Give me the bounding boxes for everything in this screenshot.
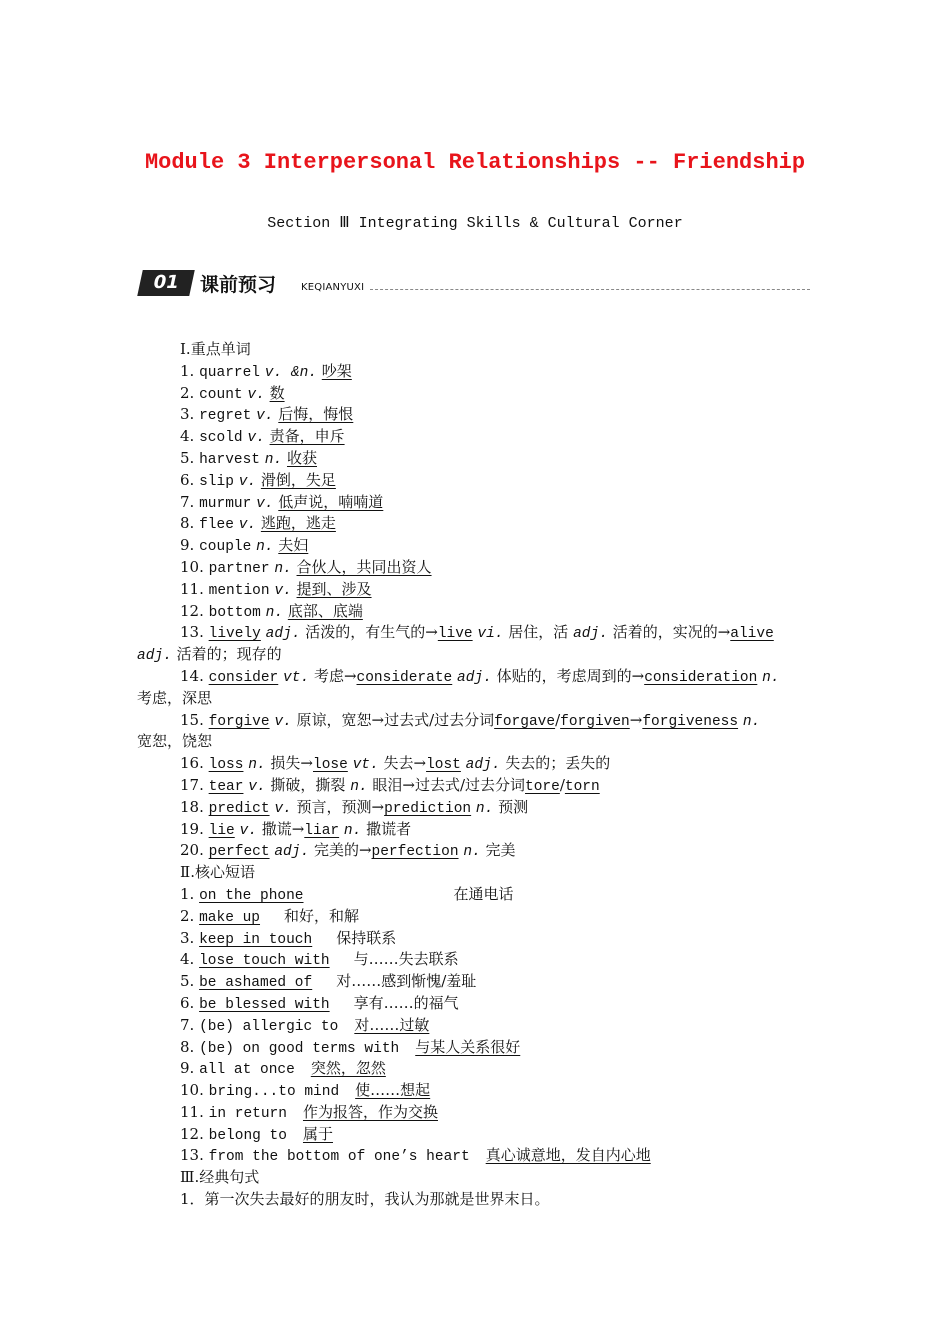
phrase-item (137, 906, 812, 928)
phrase-item (137, 993, 812, 1015)
phrase-given: belong to (208, 1127, 287, 1144)
word-item: 16. loss n. 损失→lose vt. 失去→lost adj. 失去的；丢失的 (180, 754, 611, 774)
item-number: 11. (180, 579, 204, 598)
phrase-given: (be) on good terms with (199, 1040, 400, 1057)
item-number: 9. (180, 536, 195, 555)
phrase-given: from the bottom of one’s heart (208, 1149, 470, 1166)
item-answer: 逃跑，逃走 (260, 514, 336, 533)
item-word: slip (199, 473, 234, 490)
item-word: harvest (199, 451, 261, 468)
item-pos: v. (274, 582, 292, 599)
phrase-answer: 使……想起 (355, 1081, 431, 1100)
word-item (137, 492, 812, 514)
phrase-answer: 作为报答，作为交换 (302, 1102, 438, 1121)
item-number: 12. (180, 601, 204, 620)
item-answer: 后悔，悔恨 (278, 405, 354, 424)
item-number: 11. (180, 1102, 204, 1121)
phrase-item (137, 1037, 812, 1059)
item-pos: n. (265, 604, 284, 621)
word-item: 18. predict v. 预言，预测→prediction n. 预测 (180, 797, 529, 817)
word-item (137, 361, 812, 383)
word-item (137, 383, 812, 405)
phrase-given: all at once (199, 1062, 295, 1079)
word-item: 17. tear v. 撕破，撕裂 n. 眼泪→过去式/过去分词tore/torn (180, 775, 600, 795)
item-pos: n. (274, 560, 292, 577)
item-answer: 滑倒，失足 (260, 470, 336, 489)
item-pos: v. (238, 517, 257, 534)
item-number: 8. (180, 514, 195, 533)
phrase-answer: be blessed with (199, 996, 330, 1013)
phrase-answer: lose touch with (199, 953, 330, 970)
phrase-meaning: 对……感到惭愧/羞耻 (336, 972, 477, 991)
phrase-meaning: 和好，和解 (284, 906, 360, 925)
phrase-answer: be ashamed of (199, 975, 313, 992)
item-number: 8. (180, 1037, 195, 1056)
item-number: 12. (180, 1124, 204, 1143)
section-banner (138, 268, 810, 300)
item-pos: n. (264, 451, 283, 468)
phrase-item (137, 928, 812, 950)
word-item: 14. consider vt. 考虑→considerate adj. 体贴的，考虑周到的→consideration n. (180, 666, 780, 686)
worksheet-body (137, 339, 812, 1211)
banner-badge: 01 (137, 270, 195, 296)
section-subtitle: Section Ⅲ Integrating Skills & Cultural Corner (267, 215, 683, 232)
section-heading-phrases: Ⅱ.核心短语 (180, 863, 255, 882)
section-heading-words: Ⅰ.重点单词 (180, 340, 251, 358)
item-answer: 低声说，喃喃道 (278, 492, 384, 511)
sentence-item: 1．第一次失去最好的朋友时，我认为那就是世界末日。 (180, 1190, 550, 1209)
item-number: 2. (180, 383, 195, 402)
item-number: 3. (180, 405, 195, 424)
item-number: 3. (180, 928, 195, 947)
item-pos: v. (247, 386, 265, 403)
item-number: 7. (180, 1015, 195, 1034)
item-number: 1. (180, 884, 195, 903)
phrase-item (137, 971, 812, 993)
item-number: 2. (180, 906, 195, 925)
item-pos: v. &n. (264, 364, 318, 381)
phrase-answer: 与某人关系很好 (415, 1037, 521, 1056)
item-number: 10. (180, 1081, 204, 1100)
phrase-given: in return (208, 1105, 287, 1122)
phrase-meaning: 保持联系 (336, 928, 397, 947)
word-item (137, 535, 812, 557)
word-item (137, 448, 812, 470)
phrase-item (137, 1080, 812, 1102)
item-answer: 数 (269, 383, 285, 402)
phrase-answer: on the phone (199, 887, 304, 904)
item-word: quarrel (199, 364, 261, 381)
phrase-answer: 属于 (302, 1124, 333, 1143)
item-word: bottom (208, 604, 261, 621)
item-number: 9. (180, 1059, 195, 1078)
phrase-item (137, 1102, 812, 1124)
banner-title: 课前预习 (200, 274, 277, 296)
word-item (137, 426, 812, 448)
item-number: 1. (180, 361, 195, 380)
phrase-item (137, 884, 812, 906)
item-word: regret (199, 408, 252, 425)
word-item (137, 557, 812, 579)
word-item (137, 470, 812, 492)
banner-divider (370, 289, 810, 290)
item-number: 7. (180, 492, 195, 511)
banner-pinyin: KEQIANYUXI (301, 282, 365, 293)
document-title: Module 3 Interpersonal Relationships -- Friendship (144, 150, 806, 175)
item-pos: v. (238, 473, 257, 490)
word-item: 13. lively adj. 活泼的，有生气的→live vi. 居住，活 adj. 活着的，实况的→alive (180, 623, 774, 643)
word-item-cont: 宽恕，饶恕 (137, 732, 213, 751)
word-item (137, 404, 812, 426)
word-item-cont: adj. 活着的；现存的 (137, 645, 282, 665)
word-item: 20. perfect adj. 完美的→perfection n. 完美 (180, 841, 516, 861)
item-answer: 合伙人，共同出资人 (296, 557, 432, 576)
item-word: murmur (199, 495, 252, 512)
phrase-answer: 对……过敏 (354, 1015, 430, 1034)
item-answer: 吵架 (321, 361, 352, 380)
item-word: flee (199, 517, 234, 534)
phrase-meaning: 与……失去联系 (353, 950, 459, 969)
item-word: mention (208, 582, 270, 599)
item-answer: 收获 (286, 448, 317, 467)
phrase-answer: 突然，忽然 (310, 1059, 386, 1078)
word-item: 19. lie v. 撒谎→liar n. 撒谎者 (180, 819, 412, 839)
item-number: 6. (180, 470, 195, 489)
phrase-given: bring...to mind (208, 1084, 340, 1101)
item-number: 6. (180, 993, 195, 1012)
phrase-given: (be) allergic to (199, 1018, 339, 1035)
item-number: 5. (180, 448, 195, 467)
item-answer: 底部、底端 (287, 601, 363, 620)
item-number: 5. (180, 972, 195, 991)
phrase-item (137, 1124, 812, 1146)
phrase-answer: keep in touch (199, 931, 313, 948)
item-number: 4. (180, 427, 195, 446)
item-answer: 夫妇 (278, 536, 309, 555)
phrase-item (137, 1145, 812, 1167)
item-pos: v. (256, 495, 274, 512)
item-word: scold (199, 430, 243, 447)
item-word: count (199, 386, 243, 403)
item-pos: n. (256, 539, 274, 556)
phrase-meaning: 在通电话 (453, 884, 514, 903)
item-answer: 责备，申斥 (269, 427, 345, 446)
word-item (137, 579, 812, 601)
word-item: 15. forgive v. 原谅，宽恕→过去式/过去分词forgave/forgiven→forgiveness n. (180, 710, 761, 730)
phrase-item (137, 949, 812, 971)
word-item (137, 601, 812, 623)
word-item (137, 513, 812, 535)
phrase-item (137, 1015, 812, 1037)
item-word: couple (199, 539, 252, 556)
item-word: partner (208, 560, 270, 577)
phrase-item (137, 1058, 812, 1080)
item-answer: 提到、涉及 (296, 579, 372, 598)
phrase-answer: make up (199, 909, 261, 926)
item-number: 10. (180, 557, 204, 576)
item-pos: v. (256, 408, 274, 425)
phrase-list-a (137, 884, 812, 1015)
item-pos: v. (247, 430, 265, 447)
phrase-meaning: 享有……的福气 (353, 993, 459, 1012)
section-heading-sentences: Ⅲ.经典句式 (180, 1168, 260, 1187)
item-number: 4. (180, 950, 195, 969)
phrase-list-b (137, 1015, 812, 1168)
phrase-answer: 真心诚意地，发自内心地 (485, 1146, 651, 1165)
word-item-cont: 考虑，深思 (137, 688, 213, 707)
item-number: 13. (180, 1146, 204, 1165)
word-list (137, 361, 812, 623)
